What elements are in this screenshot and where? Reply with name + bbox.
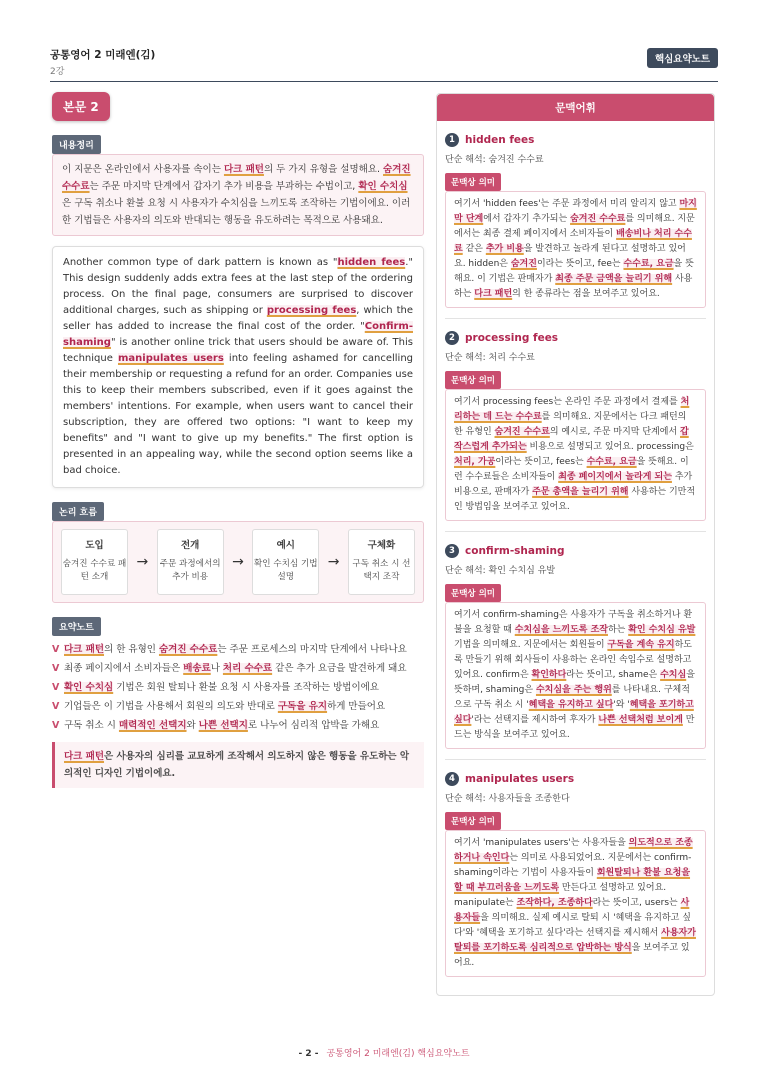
header-divider	[50, 81, 718, 82]
vocab-term: processing fees	[465, 332, 559, 344]
check-mark-icon: V	[52, 644, 60, 655]
check-mark-icon: V	[52, 682, 60, 693]
summary-label: 내용정리	[52, 135, 101, 154]
note-item	[52, 718, 424, 734]
arrow-right-icon: →	[327, 554, 340, 570]
number-badge: 3	[445, 544, 459, 558]
summary-text: 이 지문은 온라인에서 사용자를 속이는	[62, 164, 224, 175]
passage-text: Another common type of dark pattern is known as "	[63, 257, 338, 268]
passage-text: , which the seller has added to increase the final cost of the order. "	[63, 305, 413, 332]
passage-highlight: hidden fees	[337, 257, 406, 268]
divider	[445, 759, 706, 760]
check-mark-icon: V	[52, 663, 60, 674]
vocab-entry	[437, 331, 714, 532]
key-callout: 다크 패턴은 사용자의 심리를 교묘하게 조작해서 의도하지 않은 행동을 유도하는 악의적인 디자인 기법이에요.	[52, 742, 424, 788]
passage-highlight: Confirm-shaming	[63, 321, 413, 348]
context-meaning: 여기서 'hidden fees'는 주문 과정에서 미리 알리지 않고 마지막 단계에서 갑자기 추가되는 숨겨진 수수료를 의미해요. 지문에서는 최종 결제 페이지에서 소비자들이 배송비나 처리 수수료 같은 추가 비용을 발견하고 놀라게 된다고 설명하고 있어요. hidden은 숨겨진이라는 뜻이고, fee는 수수료, 요금을 뜻해요. 이 기법은 판매자가 최종 주문 금액을 늘리기 위해 사용하는 다크 패턴의 한 종류라는 점을 보여주고 있어요.	[445, 191, 706, 308]
header-title: 공통영어 2 미래엔(김)	[50, 49, 156, 61]
context-meaning: 여기서 processing fees는 온라인 주문 과정에서 결제를 처리하는 데 드는 수수료를 의미해요. 지문에서는 다크 패턴의 한 유형인 숨겨진 수수료의 예시로, 주문 마지막 단계에서 갑작스럽게 추가되는 비용으로 설명되고 있어요. processing은 처리, 가공이라는 뜻이고, fees는 수수료, 요금을 뜻해요. 이런 수수료들은 소비자들이 최종 페이지에서 놀라게 되는 추가 비용으로, 판매자가 주문 총액을 늘리기 위해 사용하는 기만적인 방법임을 보여주고 있어요.	[445, 389, 706, 521]
note-text: 다크 패턴의 한 유형인 숨겨진 수수료는 주문 프로세스의 마지막 단계에서 나타나요	[64, 644, 407, 655]
vocab-term: manipulates users	[465, 773, 575, 785]
footer-text: 공통영어 2 미래엔(김) 핵심요약노트	[326, 1049, 470, 1059]
section-badge: 본문 2	[52, 92, 110, 121]
divider	[445, 318, 706, 319]
flow-step	[157, 529, 224, 595]
notes-label: 요약노트	[52, 617, 101, 636]
check-mark-icon: V	[52, 701, 60, 712]
flow-step	[348, 529, 415, 595]
context-label: 문맥상 의미	[445, 584, 501, 602]
flow-step-desc: 주문 과정에서의 추가 비용	[159, 559, 221, 582]
simple-meaning: 단순 해석: 숨겨진 수수료	[445, 155, 544, 165]
flow-step-title: 전개	[180, 540, 200, 551]
summary-highlight: 다크 패턴	[223, 164, 264, 175]
arrow-right-icon: →	[136, 554, 149, 570]
note-text: 기업들은 이 기법을 사용해서 회원의 의도와 반대로 구독을 유지하게 만들어요	[64, 701, 386, 712]
summary-box	[52, 154, 424, 236]
context-label: 문맥상 의미	[445, 812, 501, 830]
flow-step-desc: 확인 수치심 기법 설명	[253, 559, 318, 582]
vocab-panel	[436, 93, 715, 996]
flow-step	[61, 529, 128, 595]
note-item	[52, 680, 424, 696]
note-text: 구독 취소 시 매력적인 선택지와 나쁜 선택지로 나누어 심리적 압박을 가해요	[64, 720, 380, 731]
logic-flow	[52, 521, 424, 603]
flow-label: 논리 흐름	[52, 502, 104, 521]
number-badge: 2	[445, 331, 459, 345]
note-item	[52, 699, 424, 715]
passage-highlight: processing fees	[266, 305, 357, 316]
check-mark-icon: V	[52, 720, 60, 731]
note-item	[52, 661, 424, 677]
flow-step-title: 예시	[276, 540, 295, 551]
summary-highlight: 숨겨진 수수료	[62, 164, 411, 192]
divider	[445, 531, 706, 532]
header-subtitle: 2강	[50, 67, 65, 77]
note-text: 최종 페이지에서 소비자들은 배송료나 처리 수수료 같은 추가 요금을 발견하게 돼요	[64, 663, 407, 674]
context-label: 문맥상 의미	[445, 173, 501, 191]
vocab-header: 문맥어휘	[437, 94, 714, 121]
vocab-entry	[437, 133, 714, 319]
flow-step	[252, 529, 319, 595]
simple-meaning: 단순 해석: 처리 수수료	[445, 353, 535, 363]
summary-text: 는 주문 마지막 단계에서 갑자기 추가 비용을 부과하는 수법이고,	[89, 181, 359, 192]
passage-text: into feeling ashamed for cancelling their membership or requesting a refund for an order. Companies use this to keep their members subscribed, even if it goes against the members' intentions. For example, when users want to cancel their subscription, they are offered two options: "I want to keep my benefits" and "I want to give up my benefits." The first option is presented in an appealing way, while the second option seems like a bad choice.	[63, 353, 414, 476]
header-badge: 핵심요약노트	[647, 48, 718, 68]
vocab-term: hidden fees	[465, 134, 535, 146]
note-text: 확인 수치심 기법은 회원 탈퇴나 환불 요청 시 사용자를 조작하는 방법이에요	[64, 682, 379, 693]
context-meaning: 여기서 'manipulates users'는 사용자들을 의도적으로 조종하거나 속인다는 의미로 사용되었어요. 지문에서는 confirm-shaming이라는 기법이 사용자들이 회원탈퇴나 환불 요청을 할 때 부끄러움을 느끼도록 만든다고 설명하고 있어요. manipulate는 조작하다, 조종하다라는 뜻이고, users는 사용자들을 의미해요. 실제 예시로 탈퇴 시 '혜택을 유지하고 싶다'와 '혜택을 포기하고 싶다'라는 선택지를 제시해서 사용자가 탈퇴를 포기하도록 심리적으로 압박하는 방식을 보여주고 있어요.	[445, 830, 706, 977]
vocab-entry	[437, 544, 714, 760]
passage-highlight: manipulates users	[117, 353, 224, 364]
vocab-entry	[437, 772, 714, 977]
number-badge: 1	[445, 133, 459, 147]
note-item	[52, 642, 424, 658]
summary-highlight: 확인 수치심	[358, 181, 408, 192]
flow-step-title: 도입	[85, 540, 104, 551]
summary-notes	[52, 642, 424, 734]
left-column	[52, 92, 424, 788]
summary-text: 은 구독 취소나 환불 요청 시 사용자가 수치심을 느끼도록 조작하는 기법이에요. 이러한 기법들은 사용자의 의도와 반대되는 행동을 유도하려는 목적으로 사용돼요.	[62, 198, 411, 226]
page-footer	[0, 1046, 768, 1059]
summary-text: 의 두 가지 유형을 설명해요.	[263, 164, 384, 175]
context-label: 문맥상 의미	[445, 371, 501, 389]
flow-step-desc: 숨겨진 수수료 패턴 소개	[62, 559, 127, 582]
page-number: - 2 -	[298, 1049, 319, 1059]
number-badge: 4	[445, 772, 459, 786]
passage-text: " is another online trick that users should be aware of. This technique	[63, 337, 413, 364]
passage-text: ." This design suddenly adds extra fees at the last step of the ordering process. On the final page, consumers are surprised to discover additional charges, such as shipping or	[63, 257, 413, 316]
flow-step-desc: 구독 취소 시 선택지 조작	[352, 559, 411, 582]
simple-meaning: 단순 해석: 사용자들을 조종한다	[445, 794, 570, 804]
simple-meaning: 단순 해석: 확인 수치심 유발	[445, 566, 556, 576]
context-meaning: 여기서 confirm-shaming은 사용자가 구독을 취소하거나 환불을 요청할 때 수치심을 느끼도록 조작하는 확인 수치심 유발 기법을 의미해요. 지문에서는 회원들이 구독을 계속 유지하도록 만들기 위해 회사들이 사용하는 온라인 속임수로 설명하고 있어요. confirm은 확인하다라는 뜻이고, shame은 수치심을 뜻하며, shaming은 수치심을 주는 행위를 나타내요. 구체적으로 구독 취소 시 '혜택을 유지하고 싶다'와 '혜택을 포기하고 싶다'라는 선택지를 제시하여 후자가 나쁜 선택처럼 보이게 만드는 방식을 보여주고 있어요.	[445, 602, 706, 749]
english-passage	[52, 246, 424, 488]
arrow-right-icon: →	[232, 554, 244, 570]
flow-step-title: 구체화	[367, 540, 396, 551]
vocab-term: confirm-shaming	[465, 545, 565, 557]
